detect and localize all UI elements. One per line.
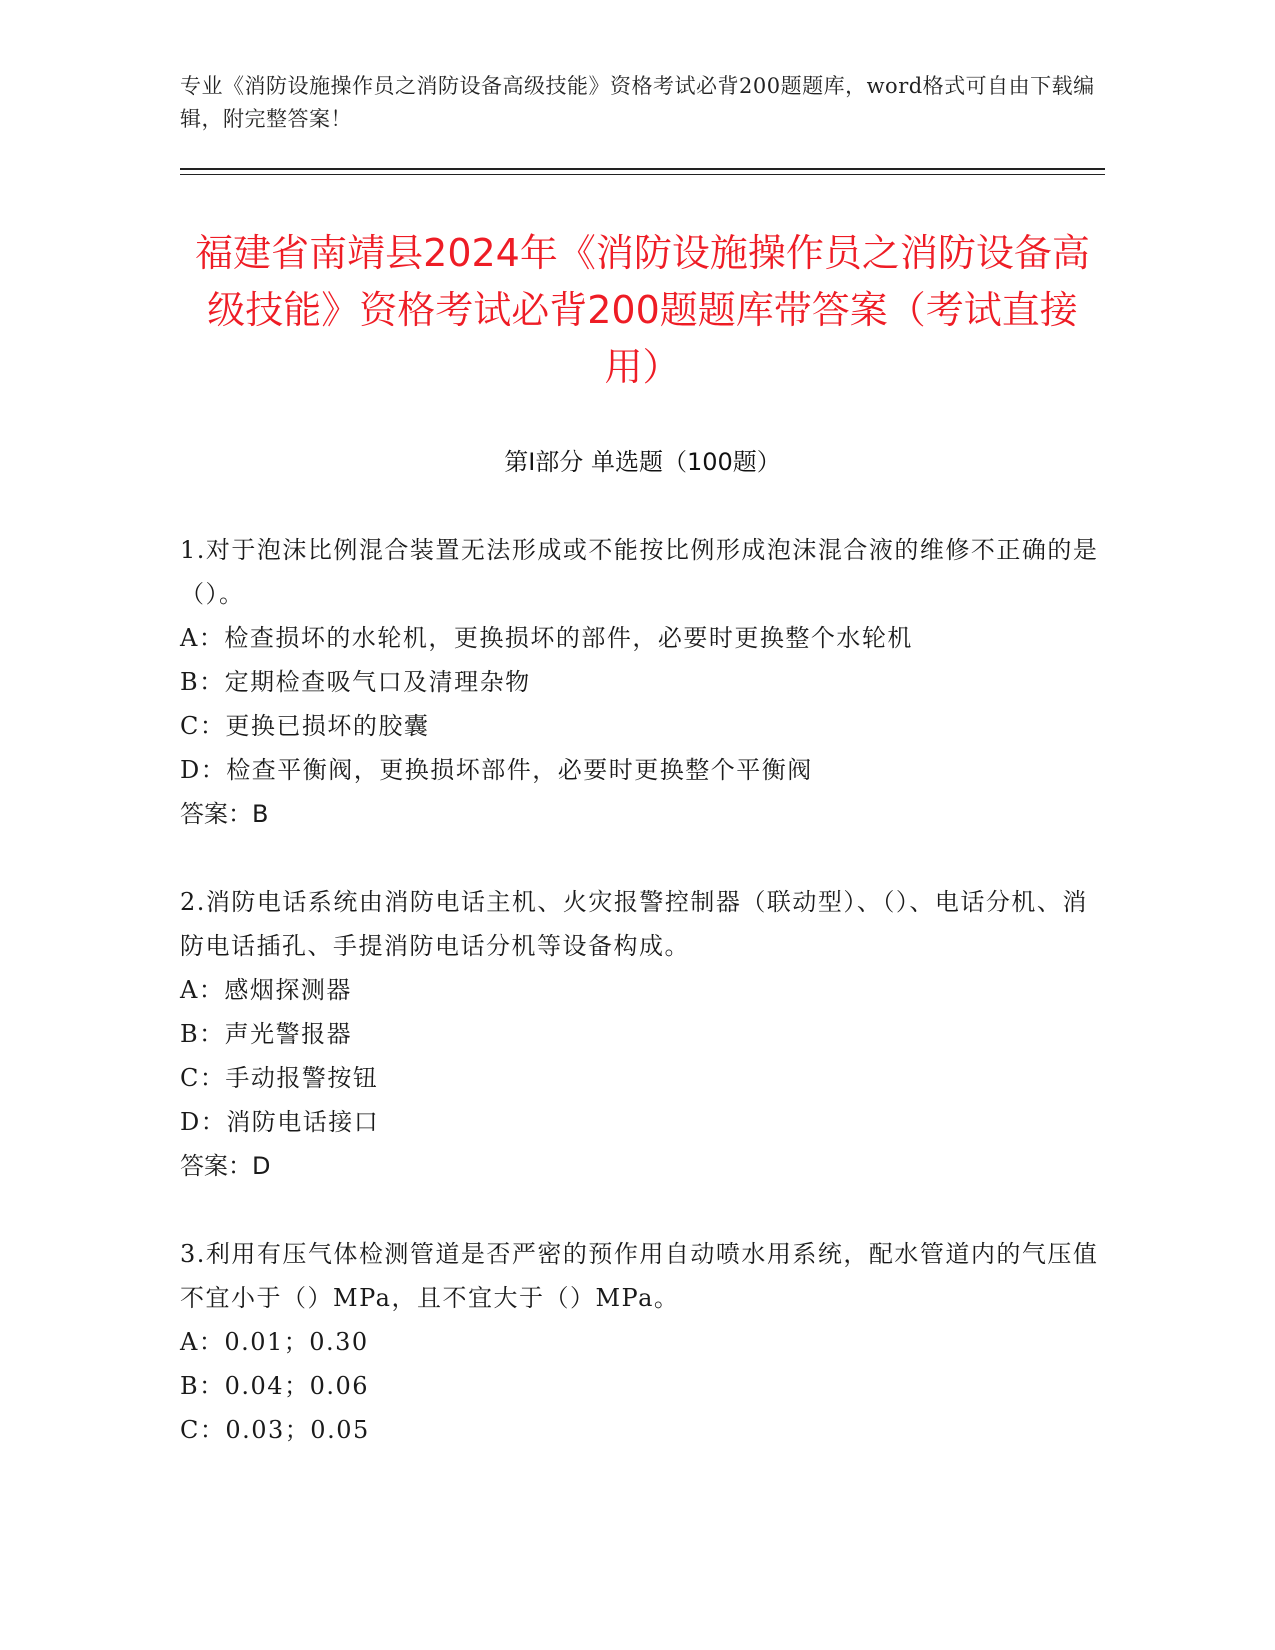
question-stem: 2.消防电话系统由消防电话主机、火灾报警控制器（联动型）、（）、电话分机、消防电话插孔、手提消防电话分机等设备构成。	[180, 888, 1088, 960]
document-title: 福建省南靖县2024年《消防设施操作员之消防设备高级技能》资格考试必背200题题库带答案（考试直接用）	[195, 231, 1090, 389]
option-b: B：0.04；0.06	[180, 1372, 370, 1400]
option-d: D：消防电话接口	[180, 1108, 380, 1136]
option-c: C：手动报警按钮	[180, 1064, 379, 1092]
option-c: C：0.03；0.05	[180, 1416, 370, 1444]
question-stem: 3.利用有压气体检测管道是否严密的预作用自动喷水用系统，配水管道内的气压值不宜小于（）MPa，且不宜大于（）MPa。	[180, 1240, 1099, 1312]
question-3	[180, 1232, 1105, 1452]
question-stem: 1.对于泡沫比例混合装置无法形成或不能按比例形成泡沫混合液的维修不正确的是（）。	[180, 536, 1099, 608]
option-a: A：感烟探测器	[180, 976, 352, 1004]
answer: 答案：D	[180, 1152, 271, 1180]
option-d: D：检查平衡阀，更换损坏部件，必要时更换整个平衡阀	[180, 756, 813, 784]
question-list	[180, 528, 1105, 1452]
question-1	[180, 528, 1105, 836]
option-b: B：声光警报器	[180, 1020, 353, 1048]
document-page	[180, 70, 1105, 1496]
header-divider-thin	[180, 174, 1105, 175]
header-note: 专业《消防设施操作员之消防设备高级技能》资格考试必背200题题库，word格式可自由下载编辑，附完整答案！	[180, 74, 1095, 131]
option-a: A：检查损坏的水轮机，更换损坏的部件，必要时更换整个水轮机	[180, 624, 913, 652]
answer: 答案：B	[180, 800, 269, 828]
option-a: A：0.01；0.30	[180, 1328, 369, 1356]
section-heading: 第Ⅰ部分 单选题（100题）	[504, 448, 781, 476]
option-b: B：定期检查吸气口及清理杂物	[180, 668, 531, 696]
header-divider-thick	[180, 168, 1105, 170]
question-2	[180, 880, 1105, 1188]
option-c: C：更换已损坏的胶囊	[180, 712, 430, 740]
